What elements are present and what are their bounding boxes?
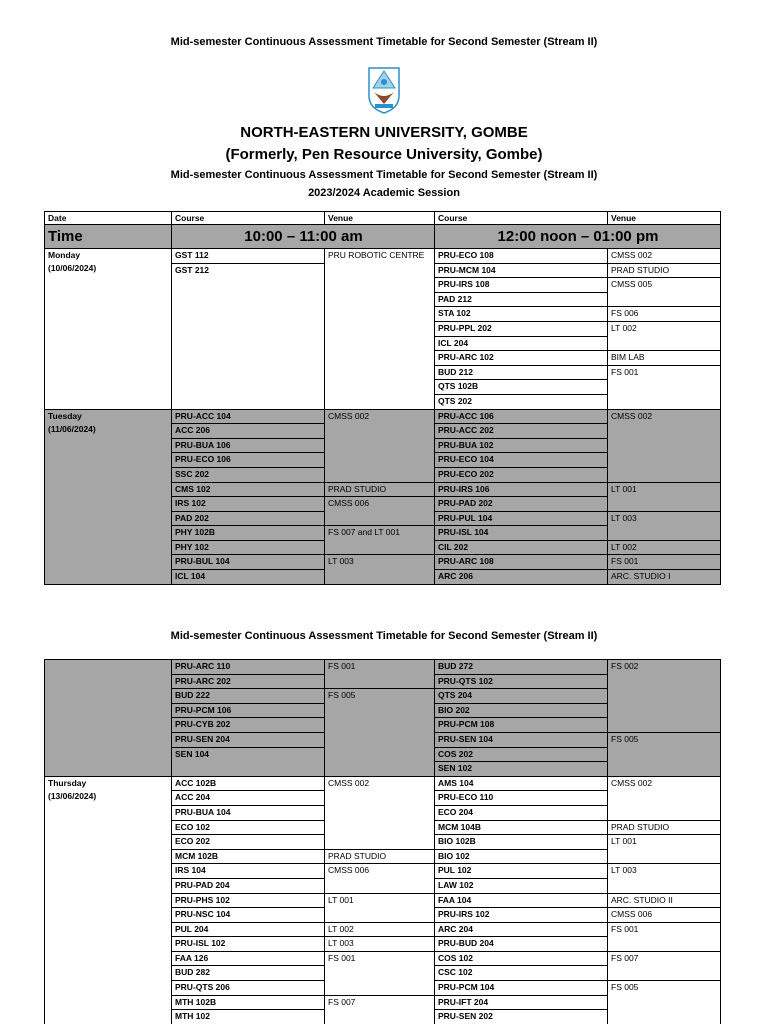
course-cell: PRU-ARC 202: [172, 674, 325, 689]
course-cell: PRU-PAD 204: [172, 878, 325, 893]
time-row: [45, 225, 721, 249]
course-cell: PRU-PAD 202: [435, 497, 608, 512]
venue-cell: CMSS 002: [325, 776, 435, 849]
course-cell: PRU-MCM 104: [435, 263, 608, 278]
venue-cell: ARC. STUDIO I: [608, 570, 721, 585]
table-row: [45, 409, 721, 424]
course-cell: IRS 102: [172, 497, 325, 512]
course-cell: PRU-ECO 106: [172, 453, 325, 468]
document-subtitle: Mid-semester Continuous Assessment Timetable for Second Semester (Stream II): [170, 169, 598, 181]
course-cell: PRU-ECO 202: [435, 467, 608, 482]
course-cell: LAW 102: [435, 878, 608, 893]
course-cell: PUL 102: [435, 864, 608, 879]
course-cell: PAD 212: [435, 292, 608, 307]
venue-cell: LT 003: [608, 864, 721, 893]
course-cell: ACC 206: [172, 424, 325, 439]
timetable-page2: [44, 659, 721, 1024]
venue-cell: CMSS 002: [608, 409, 721, 482]
course-cell: SSC 202: [172, 467, 325, 482]
course-cell: PRU-IRS 108: [435, 278, 608, 293]
course-cell: PRU-QTS 102: [435, 674, 608, 689]
venue-cell: CMSS 006: [608, 908, 721, 923]
venue-cell: PRU ROBOTIC CENTRE: [325, 249, 435, 410]
course-cell: QTS 102B: [435, 380, 608, 395]
course-cell: PRU-PCM 104: [435, 981, 608, 996]
course-cell: BUD 272: [435, 660, 608, 675]
venue-cell: FS 001: [325, 951, 435, 995]
venue-cell: FS 006: [608, 307, 721, 322]
course-cell: PRU-IRS 106: [435, 482, 608, 497]
date-label: (13/06/2024): [48, 790, 97, 801]
day-label: Tuesday: [48, 410, 82, 421]
course-cell: PRU-SEN 104: [435, 732, 608, 747]
timetable-page1: [44, 211, 721, 585]
course-cell: PRU-PHS 102: [172, 893, 325, 908]
table-row: [45, 660, 721, 675]
table-row: [45, 249, 721, 264]
course-cell: PRU-ECO 108: [435, 249, 608, 264]
venue-cell: CMSS 002: [608, 249, 721, 264]
course-cell: PRU-CYB 202: [172, 718, 325, 733]
course-cell: MTH 102: [172, 1010, 325, 1024]
column-header-venue: Venue: [325, 212, 435, 225]
venue-cell: PRAD STUDIO: [608, 820, 721, 835]
course-cell: PRU-ACC 106: [435, 409, 608, 424]
venue-cell: LT 001: [608, 835, 721, 864]
course-cell: PRU-IFT 204: [435, 995, 608, 1010]
venue-cell: CMSS 002: [325, 409, 435, 482]
course-cell: SEN 102: [435, 762, 608, 777]
venue-cell: FS 005: [608, 981, 721, 1024]
course-cell: FAA 126: [172, 951, 325, 966]
course-cell: QTS 202: [435, 394, 608, 409]
column-header-course: Course: [435, 212, 608, 225]
header-row: [45, 212, 721, 225]
course-cell: PRU-BUA 102: [435, 438, 608, 453]
table-row: [45, 776, 721, 791]
course-cell: PRU-ARC 110: [172, 660, 325, 675]
document-header: Mid-semester Continuous Assessment Timetable for Second Semester (Stream II): [170, 36, 598, 48]
course-cell: BIO 202: [435, 703, 608, 718]
course-cell: CIL 202: [435, 540, 608, 555]
university-former-name: (Formerly, Pen Resource University, Gombe): [225, 146, 543, 163]
course-cell: PRU-BUA 106: [172, 438, 325, 453]
column-header-course: Course: [172, 212, 325, 225]
course-cell: PRU-PCM 106: [172, 703, 325, 718]
course-cell: PRU-BUL 104: [172, 555, 325, 570]
course-cell: BUD 282: [172, 966, 325, 981]
course-cell: BUD 222: [172, 689, 325, 704]
course-cell: ECO 204: [435, 805, 608, 820]
course-cell: PRU-NSC 104: [172, 908, 325, 923]
venue-cell: FS 001: [608, 365, 721, 409]
venue-cell: FS 007: [325, 995, 435, 1024]
time-slot-1: 10:00 – 11:00 am: [172, 225, 435, 249]
course-cell: PHY 102B: [172, 526, 325, 541]
course-cell: COS 202: [435, 747, 608, 762]
day-cell-monday: [45, 249, 172, 410]
venue-cell: FS 005: [608, 732, 721, 776]
course-cell: MCM 104B: [435, 820, 608, 835]
day-label: Thursday: [48, 777, 87, 788]
venue-cell: FS 001: [608, 555, 721, 570]
course-cell: PRU-BUD 204: [435, 937, 608, 952]
venue-cell: LT 003: [608, 511, 721, 540]
course-cell: SEN 104: [172, 747, 325, 776]
date-label: (11/06/2024): [48, 423, 96, 434]
course-cell: ICL 104: [172, 570, 325, 585]
venue-cell: FS 001: [325, 660, 435, 689]
course-cell: PRU-ISL 102: [172, 937, 325, 952]
venue-cell: PRAD STUDIO: [608, 263, 721, 278]
time-label: Time: [45, 225, 172, 249]
venue-cell: PRAD STUDIO: [325, 849, 435, 864]
course-cell: PAD 202: [172, 511, 325, 526]
day-cell-continued: [45, 660, 172, 777]
day-label: Monday: [48, 250, 81, 260]
course-cell: ARC 204: [435, 922, 608, 937]
course-cell: GST 112: [172, 249, 325, 264]
course-cell: GST 212: [172, 263, 325, 409]
course-cell: PRU-IRS 102: [435, 908, 608, 923]
venue-cell: CMSS 005: [608, 278, 721, 307]
university-name: NORTH-EASTERN UNIVERSITY, GOMBE: [240, 124, 528, 141]
university-logo-icon: [367, 66, 401, 114]
venue-cell: FS 002: [608, 660, 721, 733]
document-header-page2: Mid-semester Continuous Assessment Timetable for Second Semester (Stream II): [170, 630, 598, 642]
day-cell-tuesday: [45, 409, 172, 584]
course-cell: BIO 102B: [435, 835, 608, 850]
course-cell: QTS 204: [435, 689, 608, 704]
venue-cell: CMSS 006: [325, 864, 435, 893]
venue-cell: FS 007: [608, 951, 721, 980]
column-header-date: Date: [45, 212, 172, 225]
course-cell: STA 102: [435, 307, 608, 322]
time-slot-2: 12:00 noon – 01:00 pm: [435, 225, 721, 249]
venue-cell: FS 005: [325, 689, 435, 777]
course-cell: BUD 212: [435, 365, 608, 380]
course-cell: COS 102: [435, 951, 608, 966]
venue-cell: ARC. STUDIO II: [608, 893, 721, 908]
venue-cell: LT 003: [325, 937, 435, 952]
course-cell: ECO 102: [172, 820, 325, 835]
course-cell: PUL 204: [172, 922, 325, 937]
venue-cell: PRAD STUDIO: [325, 482, 435, 497]
course-cell: PRU-ACC 202: [435, 424, 608, 439]
course-cell: PRU-ACC 104: [172, 409, 325, 424]
venue-cell: LT 001: [325, 893, 435, 922]
course-cell: ACC 204: [172, 791, 325, 806]
venue-cell: LT 002: [325, 922, 435, 937]
course-cell: PRU-ARC 102: [435, 351, 608, 366]
date-label: (10/06/2024): [48, 263, 97, 273]
venue-cell: BIM LAB: [608, 351, 721, 366]
course-cell: PRU-ECO 110: [435, 791, 608, 806]
course-cell: AMS 104: [435, 776, 608, 791]
venue-cell: LT 002: [608, 540, 721, 555]
course-cell: MCM 102B: [172, 849, 325, 864]
course-cell: PRU-ARC 108: [435, 555, 608, 570]
course-cell: ECO 202: [172, 835, 325, 850]
course-cell: IRS 104: [172, 864, 325, 879]
course-cell: PRU-PPL 202: [435, 321, 608, 336]
course-cell: CSC 102: [435, 966, 608, 981]
venue-cell: LT 002: [608, 321, 721, 350]
venue-cell: LT 003: [325, 555, 435, 584]
venue-cell: CMSS 002: [608, 776, 721, 820]
course-cell: PRU-SEN 204: [172, 732, 325, 747]
course-cell: CMS 102: [172, 482, 325, 497]
course-cell: BIO 102: [435, 849, 608, 864]
venue-cell: CMSS 006: [325, 497, 435, 526]
course-cell: PRU-ISL 104: [435, 526, 608, 541]
course-cell: PHY 102: [172, 540, 325, 555]
course-cell: PRU-PUL 104: [435, 511, 608, 526]
course-cell: ARC 206: [435, 570, 608, 585]
venue-cell: FS 001: [608, 922, 721, 951]
course-cell: PRU-PCM 108: [435, 718, 608, 733]
course-cell: ACC 102B: [172, 776, 325, 791]
venue-cell: FS 007 and LT 001: [325, 526, 435, 555]
academic-session: 2023/2024 Academic Session: [308, 187, 460, 199]
course-cell: PRU-BUA 104: [172, 805, 325, 820]
course-cell: PRU-ECO 104: [435, 453, 608, 468]
venue-cell: LT 001: [608, 482, 721, 511]
course-cell: MTH 102B: [172, 995, 325, 1010]
course-cell: FAA 104: [435, 893, 608, 908]
day-cell-thursday: [45, 776, 172, 1024]
column-header-venue: Venue: [608, 212, 721, 225]
course-cell: PRU-SEN 202: [435, 1010, 608, 1024]
course-cell: PRU-QTS 206: [172, 981, 325, 996]
course-cell: ICL 204: [435, 336, 608, 351]
